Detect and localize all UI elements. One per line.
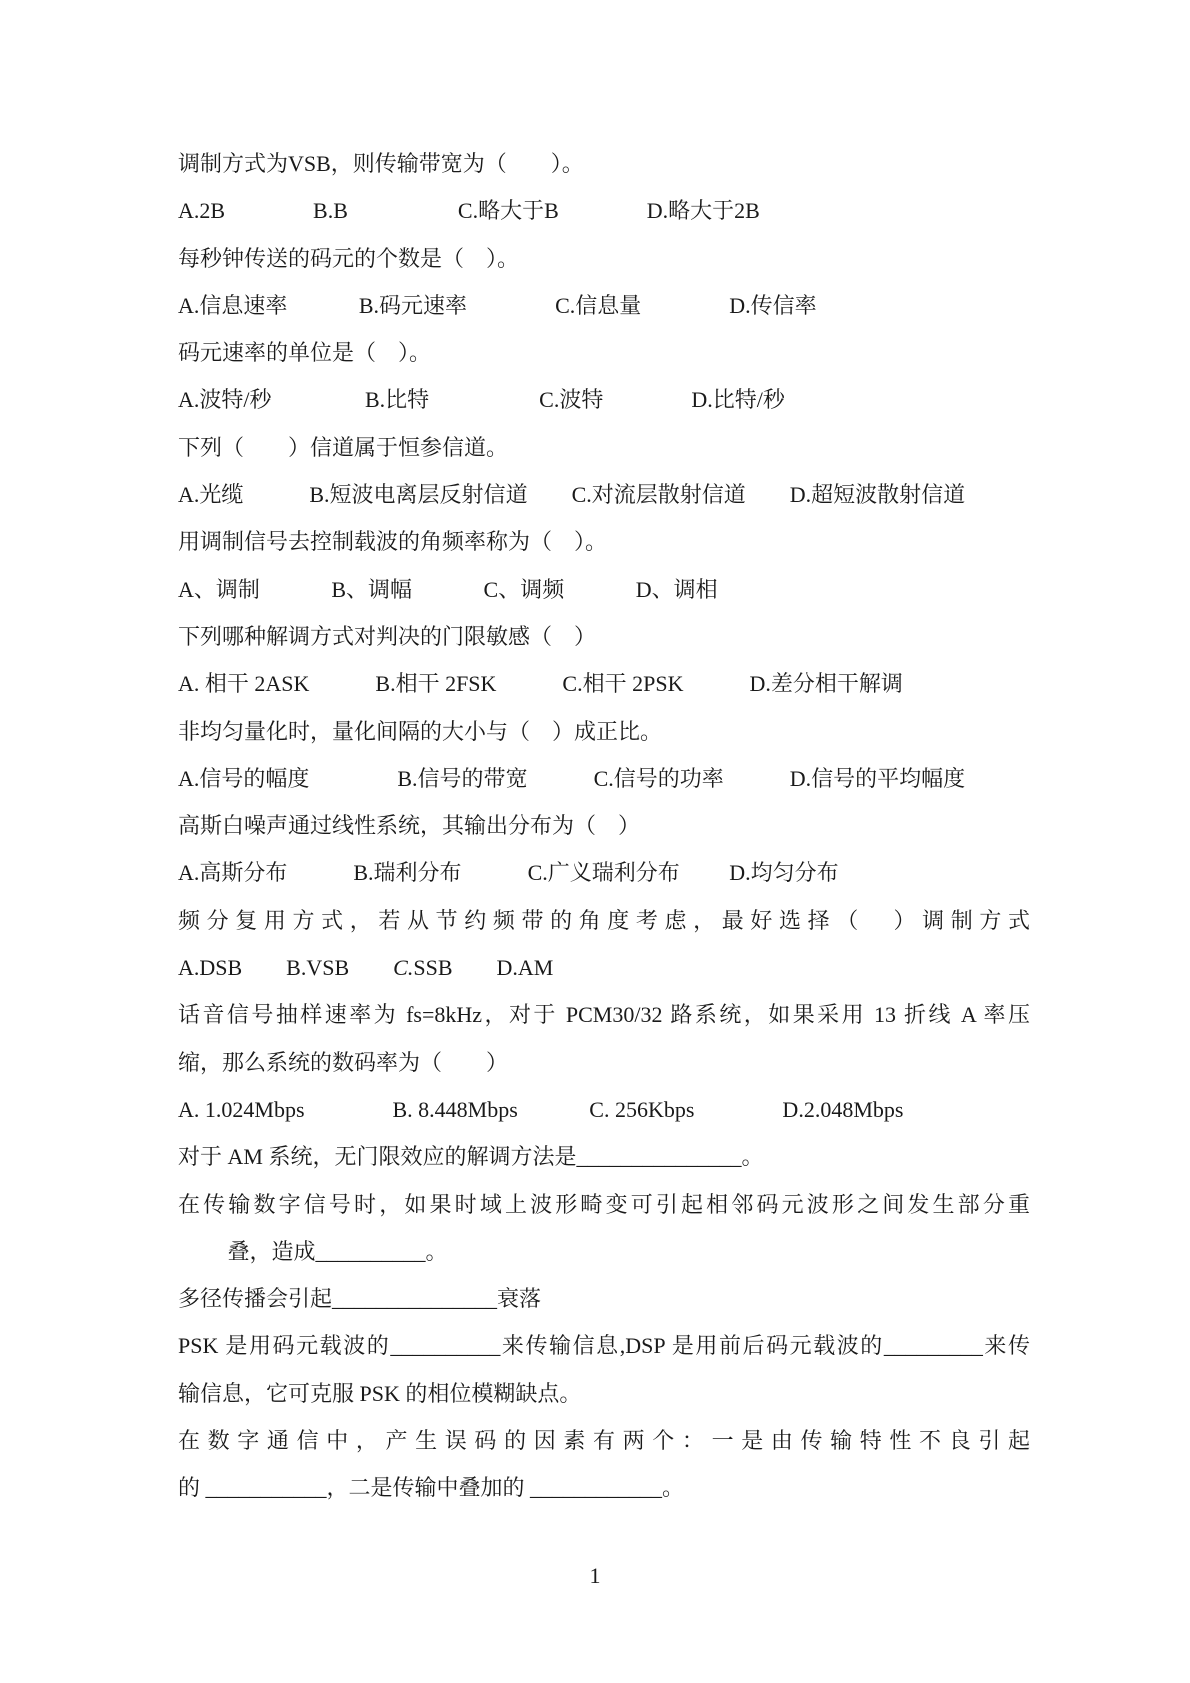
q14-psk-line2: 输信息，它可克服 PSK 的相位模糊缺点。 — [178, 1380, 582, 1406]
q8-options: A.高斯分布 B.瑞利分布 C.广义瑞利分布 D.均匀分布 — [178, 860, 839, 886]
q15-error-line1: 在数字通信中，产生误码的因素有两个：一是由传输特性不良引起 — [178, 1428, 1030, 1454]
q1-vsb-bandwidth: 调制方式为VSB，则传输带宽为（ ）。 — [178, 151, 584, 176]
q3-baud-unit: 码元速率的单位是（ ）。 — [178, 340, 432, 366]
q11-am-demod-blank: 对于 AM 系统，无门限效应的解调方法是_______________。 — [178, 1144, 764, 1170]
q2-symbols-per-second: 每秒钟传送的码元的个数是（ ）。 — [178, 245, 520, 271]
q4-constant-param-channel: 下列（ ）信道属于恒参信道。 — [178, 434, 509, 460]
q6-threshold-sensitive: 下列哪种解调方式对判决的门限敏感（ ） — [178, 623, 597, 649]
q7-options: A.信号的幅度 B.信号的带宽 C.信号的功率 D.信号的平均幅度 — [178, 765, 966, 791]
q5-options: A、调制 B、调幅 C、调频 D、调相 — [178, 576, 718, 602]
q5-angular-frequency: 用调制信号去控制载波的角频率称为（ ）。 — [178, 529, 608, 555]
q9-options — [178, 944, 1030, 991]
q10-pcm-line1: 话音信号抽样速率为 fs=8kHz，对于 PCM30/32 路系统，如果采用 13 折线 A 率压 — [178, 1002, 1030, 1028]
q6-options: A. 相干 2ASK B.相干 2FSK C.相干 2PSK D.差分相干解调 — [178, 671, 903, 697]
q15-error-line2: 的 ___________，二是传输中叠加的 ____________。 — [178, 1475, 685, 1501]
option-text: A.DSB B.VSB — [178, 955, 394, 981]
q9-fdm-modulation: 频分复用方式，若从节约频带的角度考虑，最好选择（ ）调制方式 — [178, 907, 1030, 933]
q7-nonuniform-quantization: 非均匀量化时，量化间隔的大小与（ ）成正比。 — [178, 718, 663, 744]
q8-gaussian-noise: 高斯白噪声通过线性系统，其输出分布为（ ） — [178, 813, 641, 839]
q4-options: A.光缆 B.短波电离层反射信道 C.对流层散射信道 D.超短波散射信道 — [178, 482, 966, 508]
q14-psk-line1: PSK 是用码元载波的__________来传输信息,DSP 是用前后码元载波的_________来传 — [178, 1333, 1030, 1359]
q13-multipath-blank: 多径传播会引起_______________衰落 — [178, 1286, 542, 1312]
q12-isi-line2: 叠，造成__________。 — [178, 1238, 448, 1264]
q12-isi-line1: 在传输数字信号时，如果时域上波形畸变可引起相邻码元波形之间发生部分重 — [178, 1191, 1030, 1217]
q10-options: A. 1.024Mbps B. 8.448Mbps C. 256Kbps D.2.048Mbps — [178, 1096, 904, 1122]
option-text: SSB D.AM — [413, 955, 554, 981]
q1-options: A.2B B.B C.略大于B D.略大于2B — [178, 198, 760, 224]
q10-pcm-line2: 缩，那么系统的数码率为（ ） — [178, 1049, 509, 1075]
q3-options: A.波特/秒 B.比特 C.波特 D.比特/秒 — [178, 387, 785, 413]
italic-option-letter: C. — [393, 955, 414, 981]
question-text-block — [178, 140, 1030, 1512]
q2-options: A.信息速率 B.码元速率 C.信息量 D.传信率 — [178, 292, 817, 318]
page-number: 1 — [589, 1563, 601, 1588]
